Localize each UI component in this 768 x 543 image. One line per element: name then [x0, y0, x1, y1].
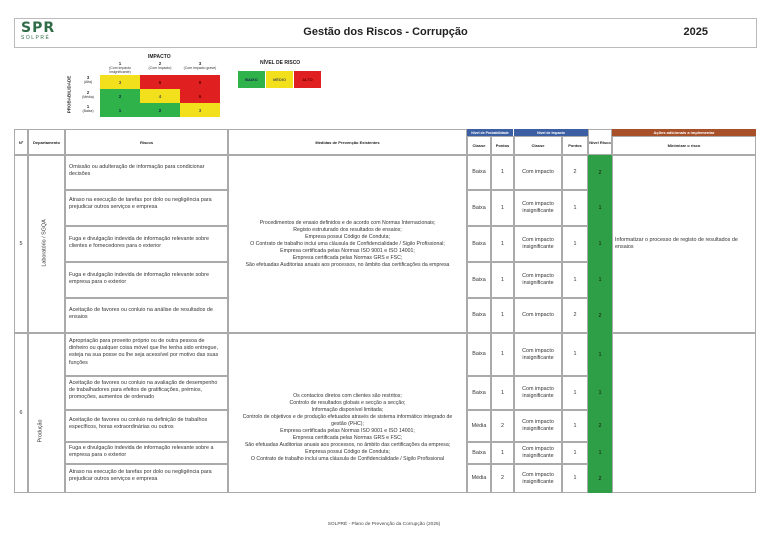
col-impact-points: Pontos [562, 136, 588, 155]
impact-points: 1 [562, 333, 588, 376]
page-footer: SOLPRÉ - Plano de Prevenção da Corrupção (2025) [327, 522, 441, 527]
risk-text: Fuga e divulgação indevida de informação relevante sobre clientes e fornecedores para o exterior [65, 226, 228, 262]
col-impact-class: Classe [514, 136, 562, 155]
impact-class: Com impacto insignificante [514, 190, 562, 226]
page-title: Gestão dos Riscos - Corrupção [303, 26, 468, 38]
matrix-cell: 2 [100, 89, 140, 103]
prob-row-num: 1 [86, 104, 90, 109]
impact-title: IMPACTO [148, 54, 171, 60]
prob-class: Baixa [467, 155, 491, 190]
probability-title-wrap [64, 75, 74, 114]
action-text: Informatizar o processo de registo de resultados de ensaios [615, 236, 738, 250]
risk-text: Fuga e divulgação indevida de informação relevante sobre empresa para o exterior [65, 262, 228, 298]
prob-row-num: 2 [86, 90, 90, 95]
impact-col-2 [140, 61, 180, 70]
impact-class: Com impacto insignificante [514, 333, 562, 376]
impact-points: 1 [562, 190, 588, 226]
impact-class: Com impacto insignificante [514, 442, 562, 464]
matrix-cell: 6 [180, 89, 220, 103]
impact-points: 2 [562, 298, 588, 333]
risk-level-badge: 2 [588, 464, 612, 493]
impact-class: Com impacto insignificante [514, 262, 562, 298]
section-department-cell [28, 333, 65, 493]
prob-points: 1 [491, 190, 514, 226]
col-risks: Riscos [65, 129, 228, 155]
risk-text: Atraso na execução de tarefas por dolo ou negligência para prejudicar outros serviços e empresa [65, 190, 228, 226]
prob-row-1 [78, 104, 98, 113]
col-prob-class: Classe [467, 136, 491, 155]
prob-points: 1 [491, 333, 514, 376]
legend-high: ALTO [294, 71, 321, 88]
risk-level-badge: 2 [588, 155, 612, 190]
impact-class: Com impacto insignificante [514, 464, 562, 493]
prob-class: Baixa [467, 442, 491, 464]
prob-points: 1 [491, 442, 514, 464]
action-cell [612, 333, 756, 493]
legend-low: BAIXO [238, 71, 265, 88]
impact-points: 2 [562, 155, 588, 190]
section-number: 6 [14, 333, 28, 493]
impact-class: Com impacto insignificante [514, 376, 562, 410]
impact-class: Com impacto [514, 155, 562, 190]
group-impact: Nível de Impacto [514, 129, 588, 136]
prob-class: Baixa [467, 376, 491, 410]
risk-level-badge: 1 [588, 226, 612, 262]
risk-level-badge: 1 [588, 262, 612, 298]
prob-class: Baixa [467, 226, 491, 262]
impact-points: 1 [562, 464, 588, 493]
col-measures: Medidas de Prevenção Existentes [228, 129, 467, 155]
prob-row-3 [78, 75, 98, 84]
prob-points: 2 [491, 464, 514, 493]
measures-text: Os contactos diretos com clientes são restritos; Controlo de resultados globais e secção a secção; Informação disponível limitada; Controlo de objetivos e de produção efetuados através de sistema informático integrado de gestão (PHC); Empresa certificada pelas Normas ISO 9001 e ISO 14001; Empresa certificada pelas Normas GRS e FSC; São efetuadas Auditorias anuais aos processos, no âmbito das certificações da empresa; Empresa possui Código de Conduta; O Contrato de trabalho inclui uma cláusula de Confidencialidade / Sigilo Profissional [242, 393, 453, 462]
impact-class: Com impacto insignificante [514, 410, 562, 442]
section-department: Laboratório / SGQA [41, 219, 48, 267]
matrix-cell: 9 [180, 75, 220, 89]
risk-level-badge: 2 [588, 410, 612, 442]
impact-points: 1 [562, 262, 588, 298]
prob-class: Baixa [467, 298, 491, 333]
prob-class: Média [467, 464, 491, 493]
risk-level-badge: 2 [588, 298, 612, 333]
impact-class: Com impacto insignificante [514, 226, 562, 262]
action-cell [612, 155, 756, 333]
prob-class: Baixa [467, 262, 491, 298]
risk-text: Aceitação de favores ou conluio na definição de trabalhos específicos, horas extraordinárias ou outros [65, 410, 228, 442]
impact-col-label: (Com impacto grave) [183, 66, 217, 70]
prob-points: 1 [491, 262, 514, 298]
risk-level-badge: 1 [588, 442, 612, 464]
section-department: Produção [37, 419, 44, 443]
impact-col-num: 1 [118, 61, 122, 66]
impact-class: Com impacto [514, 298, 562, 333]
page-header [14, 18, 757, 48]
risk-text: Fuga e divulgação indevida de informação relevante sobre a empresa para o exterior [65, 442, 228, 464]
impact-col-num: 2 [158, 61, 162, 66]
impact-col-label: (Com impacto insignificante) [109, 66, 131, 74]
page-year: 2025 [683, 26, 708, 38]
section-department-cell [28, 155, 65, 333]
impact-col-num: 3 [198, 61, 202, 66]
col-no: Nº [14, 129, 28, 155]
risk-level-badge: 1 [588, 333, 612, 376]
risk-text: Omissão ou adulteração de informação para condicionar decisões [65, 155, 228, 190]
prob-row-num: 3 [86, 75, 90, 80]
col-department: Departamento [28, 129, 65, 155]
prob-points: 1 [491, 226, 514, 262]
prob-row-label: (Baixa) [82, 109, 94, 113]
col-minimize: Minimizar o risco [612, 136, 756, 155]
probability-title: PROBABILIDADE [66, 75, 72, 114]
risk-text: Atraso na execução de tarefas por dolo ou negligência para prejudicar outros serviços e empresa [65, 464, 228, 493]
prob-class: Baixa [467, 190, 491, 226]
matrix-cell: 6 [140, 75, 180, 89]
matrix-cell: 3 [100, 75, 140, 89]
logo-subtext: SOLPRÉ [21, 35, 51, 41]
impact-points: 1 [562, 410, 588, 442]
prob-points: 1 [491, 155, 514, 190]
impact-col-1 [100, 61, 140, 74]
measures-cell [228, 155, 467, 333]
col-risk-level: Nível Risco [588, 129, 612, 155]
measures-cell [228, 333, 467, 493]
measures-text: Procedimentos de ensaio definidos e de acordo com Normas Internacionais; Registo estruturado dos resultados de ensaios; Empresa possui Código de Conduta; O Contrato de trabalho inclui uma cláusula de Confidencialidade / Sigilo Profissional; Empresa certificada pelas Normas ISO 9001 e ISO 14001; Empresa certificada pelas Normas GRS e FSC; São efetuadas Auditorias anuais aos processos, no âmbito das certificações da empresa [245, 219, 450, 268]
prob-class: Média [467, 410, 491, 442]
impact-col-3 [180, 61, 220, 70]
logo-text: SPR [21, 20, 56, 36]
matrix-cell: 3 [180, 103, 220, 117]
prob-row-2 [78, 90, 98, 99]
prob-points: 1 [491, 298, 514, 333]
matrix-cell: 2 [140, 103, 180, 117]
risk-text: Aceitação de favores ou conluio na análise de resultados de ensaios [65, 298, 228, 333]
impact-points: 1 [562, 376, 588, 410]
prob-points: 1 [491, 376, 514, 410]
impact-points: 1 [562, 226, 588, 262]
matrix-cell: 1 [100, 103, 140, 117]
risk-level-badge: 1 [588, 376, 612, 410]
prob-row-label: (Alta) [83, 80, 93, 84]
impact-points: 1 [562, 442, 588, 464]
prob-class: Baixa [467, 333, 491, 376]
section-number: 5 [14, 155, 28, 333]
impact-col-label: (Com impacto) [148, 66, 172, 70]
risk-text: Apropriação para proveito próprio ou de outra pessoa de dinheiro ou qualquer coisa móvel que lhe tenha sido entregue, esteja na sua posse ou lhe seja acessível por motivo das suas funções [65, 333, 228, 376]
group-probability: Nível de Probabilidade [467, 129, 513, 136]
risk-level-badge: 1 [588, 190, 612, 226]
prob-row-label: (Média) [82, 95, 94, 99]
prob-points: 2 [491, 410, 514, 442]
risk-text: Aceitação de favores ou conluio na avaliação de desempenho de trabalhadores para efeitos de gratificações, prémios, promoções, aumentos de ordenado [65, 376, 228, 410]
legend-medium: MÉDIO [266, 71, 293, 88]
matrix-cell: 4 [140, 89, 180, 103]
col-prob-points: Pontos [491, 136, 514, 155]
group-actions: Ações adicionais a implementar [612, 129, 756, 136]
risk-level-title: NÍVEL DE RISCO [260, 60, 301, 66]
